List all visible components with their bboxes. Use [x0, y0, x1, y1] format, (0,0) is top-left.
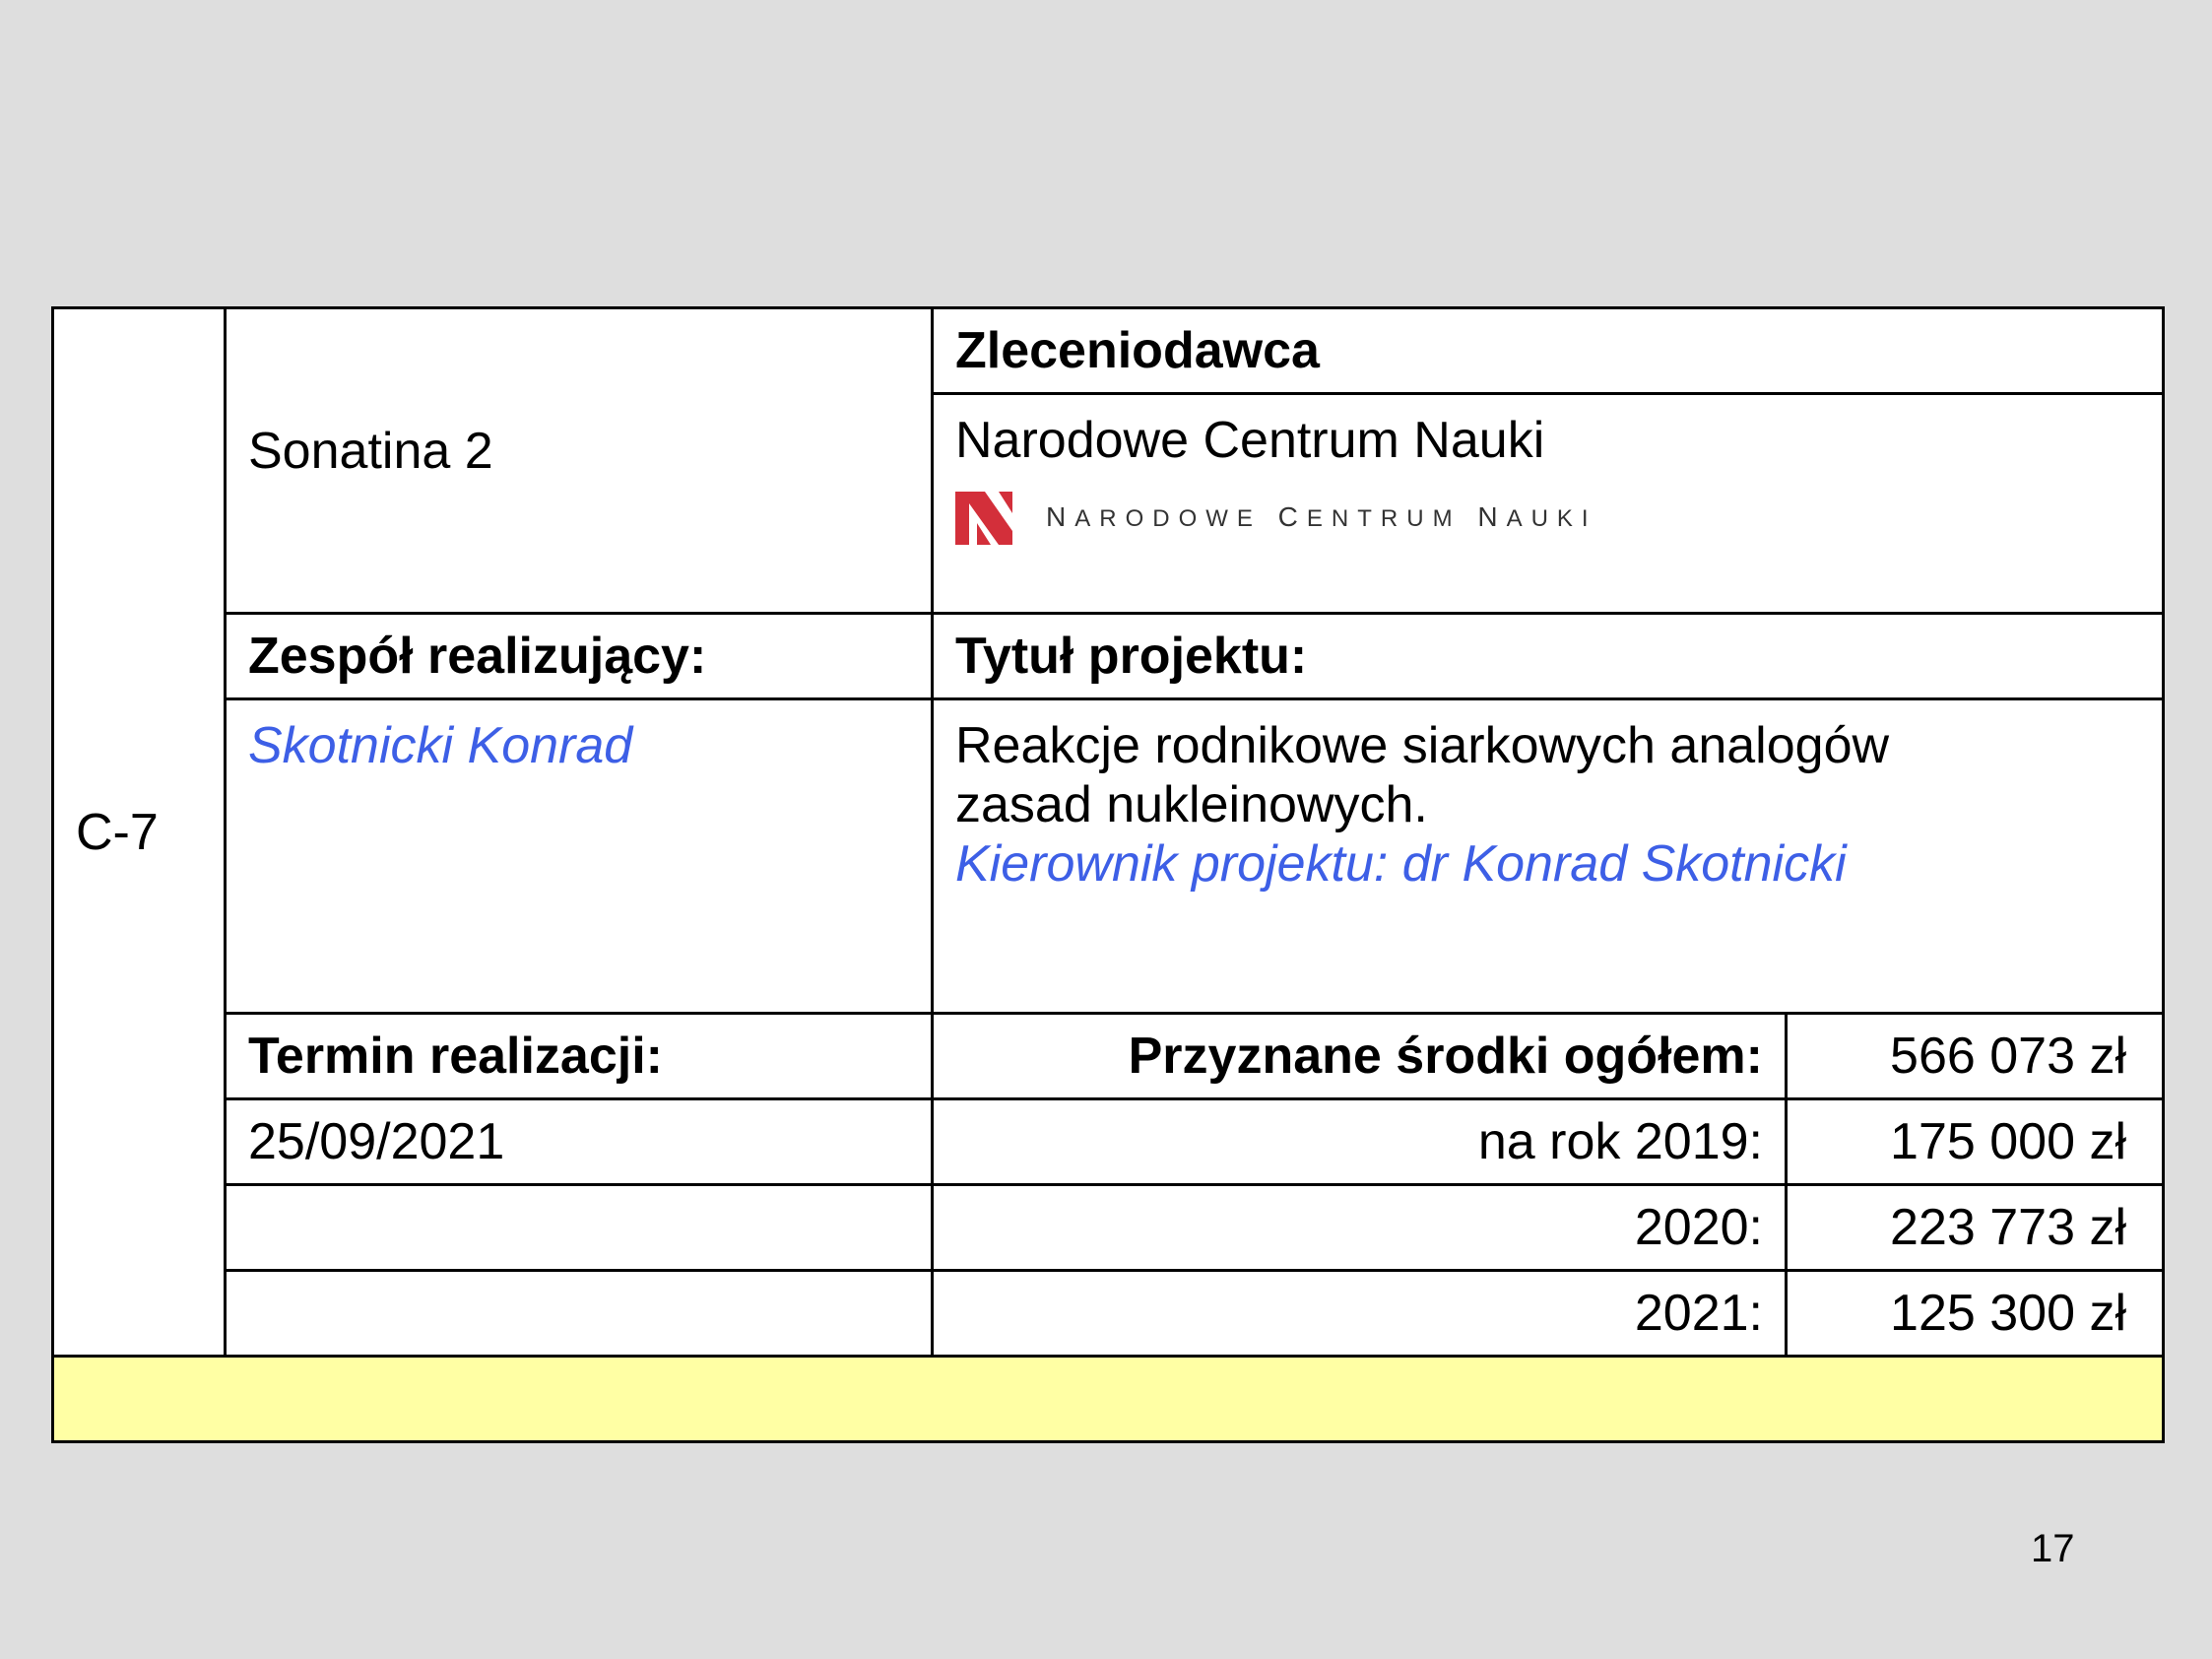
funding-year-label-cell [933, 1185, 1787, 1271]
funding-total-label-cell [933, 1014, 1787, 1099]
empty-cell [226, 1185, 933, 1271]
funding-total-value: 566 073 zł [1890, 1028, 2127, 1085]
funding-year-value-cell [1787, 1185, 2164, 1271]
funding-year-value: 125 300 zł [1890, 1285, 2127, 1342]
client-name: Narodowe Centrum Nauki [955, 412, 1545, 469]
client-label-cell [933, 308, 2164, 394]
footer-band [53, 1357, 2164, 1442]
project-title-cell [933, 699, 2164, 1014]
funding-year-label: na rok 2019: [1477, 1113, 1763, 1170]
funding-row [53, 1185, 2164, 1271]
funding-year-label-cell [933, 1271, 1787, 1357]
deadline-label: Termin realizacji: [248, 1028, 663, 1085]
project-title-line1: Reakcje rodnikowe siarkowych analogów [955, 717, 1890, 774]
labels-row [53, 614, 2164, 699]
project-info-table [51, 306, 2165, 1443]
funding-year-label: 2020: [1634, 1199, 1763, 1256]
funding-row [53, 1271, 2164, 1357]
client-header-row [53, 308, 2164, 394]
empty-cell [226, 1271, 933, 1357]
team-members: Skotnicki Konrad [248, 717, 633, 774]
deadline-date-cell [226, 1099, 933, 1185]
project-row [53, 699, 2164, 1014]
funding-total-label: Przyznane środki ogółem: [1128, 1028, 1763, 1085]
team-cell [226, 699, 933, 1014]
funding-year-value: 175 000 zł [1890, 1113, 2127, 1170]
funding-year-label-cell [933, 1099, 1787, 1185]
ncn-logo-icon [955, 492, 1012, 545]
funding-year-label: 2021: [1634, 1285, 1763, 1342]
funding-year-value-cell [1787, 1271, 2164, 1357]
funding-total-row [53, 1014, 2164, 1099]
program-name: Sonatina 2 [248, 422, 493, 480]
team-label-cell [226, 614, 933, 699]
funding-year-value-cell [1787, 1099, 2164, 1185]
row-id: C-7 [76, 803, 159, 861]
client-cell [933, 394, 2164, 614]
deadline-label-cell [226, 1014, 933, 1099]
client-logo [955, 492, 2140, 545]
team-label: Zespół realizujący: [248, 628, 707, 685]
project-label-cell [933, 614, 2164, 699]
client-label: Zleceniodawca [955, 322, 1320, 379]
project-title-line2: zasad nukleinowych. [955, 776, 1428, 833]
program-cell [226, 308, 933, 614]
project-label: Tytuł projektu: [955, 628, 1308, 685]
row-id-cell [53, 308, 226, 1357]
deadline-date: 25/09/2021 [248, 1113, 505, 1170]
funding-total-value-cell [1787, 1014, 2164, 1099]
page-number: 17 [2031, 1527, 2075, 1570]
funding-year-value: 223 773 zł [1890, 1199, 2127, 1256]
project-manager: Kierownik projektu: dr Konrad Skotnicki [955, 835, 1847, 893]
footer-row [53, 1357, 2164, 1442]
ncn-logo-text: NARODOWE CENTRUM NAUKI [1046, 501, 1597, 532]
funding-row [53, 1099, 2164, 1185]
